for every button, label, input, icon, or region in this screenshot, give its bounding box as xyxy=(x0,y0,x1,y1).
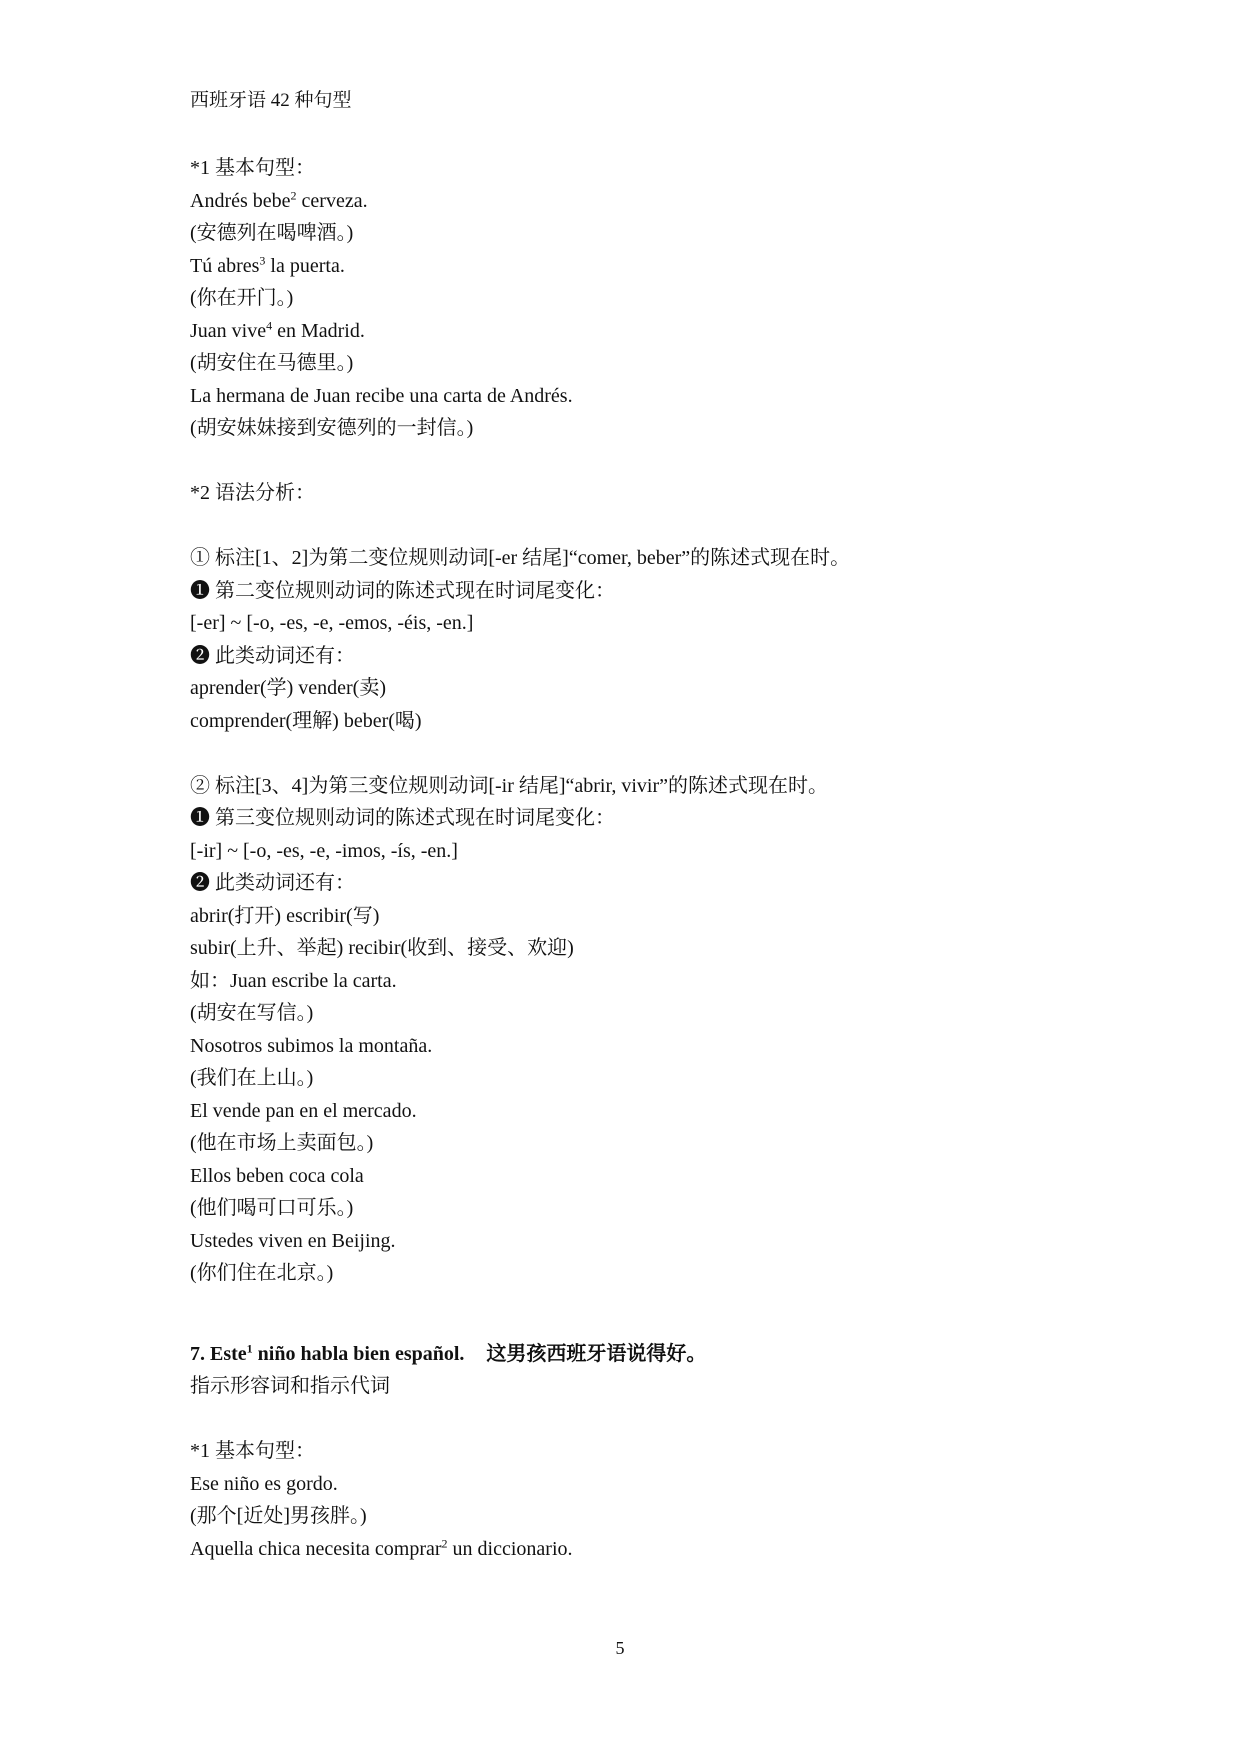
example-sentence: Aquella chica necesita comprar$^2$ un diccionario. xyxy=(190,1535,573,1560)
example-sentence: Juan vive$^4$ en Madrid. xyxy=(190,317,365,342)
blank-line xyxy=(190,1290,1090,1338)
example-sentence: Andrés bebe$^2$ cerveza. xyxy=(190,187,368,212)
translation: (你们住在北京。) xyxy=(190,1262,334,1284)
verb-list: aprender(学) vender(卖) xyxy=(190,677,387,699)
example-sentence: 如：Juan escribe la carta. xyxy=(190,969,397,992)
document-body xyxy=(190,152,1090,1565)
grammar-point: ❷ 此类动词还有： xyxy=(190,644,355,667)
translation: (胡安住在马德里。) xyxy=(190,352,354,374)
section-heading: *1 基本句型： xyxy=(190,1440,315,1462)
verb-list: comprender(理解) beber(喝) xyxy=(190,709,422,732)
verb-list: abrir(打开) escribir(写) xyxy=(190,904,380,927)
lesson-subtitle: 指示形容词和指示代词 xyxy=(190,1375,390,1397)
section-heading: *1 基本句型： xyxy=(190,157,315,179)
example-sentence: Ellos beben coca cola xyxy=(190,1164,364,1187)
translation: (你在开门。) xyxy=(190,287,294,309)
translation: (胡安在写信。) xyxy=(190,1002,314,1024)
example-sentence: El vende pan en el mercado. xyxy=(190,1099,417,1122)
blank-line xyxy=(190,737,1090,770)
example-sentence: Ese niño es gordo. xyxy=(190,1472,338,1495)
example-sentence: Tú abres$^3$ la puerta. xyxy=(190,252,345,277)
example-sentence: Nosotros subimos la montaña. xyxy=(190,1034,433,1057)
translation: (他们喝可口可乐。) xyxy=(190,1197,354,1219)
grammar-point: ❷ 此类动词还有： xyxy=(190,872,355,894)
translation: (那个[近处]男孩胖。) xyxy=(190,1505,367,1527)
blank-line xyxy=(190,445,1090,478)
conjugation-endings: [-ir] ~ [-o, -es, -e, -imos, -ís, -en.] xyxy=(190,839,458,862)
section-heading: *2 语法分析： xyxy=(190,482,315,504)
page-number: 5 xyxy=(615,1638,625,1658)
translation: (我们在上山。) xyxy=(190,1067,314,1089)
translation: (他在市场上卖面包。) xyxy=(190,1132,374,1154)
verb-list: subir(上升、举起) recibir(收到、接受、欢迎) xyxy=(190,937,574,959)
translation: (胡安妹妹接到安德列的一封信。) xyxy=(190,417,474,439)
blank-line xyxy=(190,510,1090,543)
grammar-note: ② 标注[3、4]为第三变位规则动词[-ir 结尾]“abrir, vivir”的陈述式现在时。 xyxy=(190,774,828,797)
translation: (安德列在喝啤酒。) xyxy=(190,222,354,244)
grammar-point: ❶ 第二变位规则动词的陈述式现在时词尾变化： xyxy=(190,579,615,602)
grammar-note: ① 标注[1、2]为第二变位规则动词[-er 结尾]“comer, beber”的陈述式现在时。 xyxy=(190,547,851,569)
example-sentence: La hermana de Juan recibe una carta de Andrés. xyxy=(190,384,573,407)
page-header: 西班牙语 42 种句型 xyxy=(190,90,352,111)
lesson-title: 7. Este$^1$ niño habla bien español. 这男孩西班牙语说得好。 xyxy=(190,1340,707,1365)
grammar-point: ❶ 第三变位规则动词的陈述式现在时词尾变化： xyxy=(190,807,615,829)
blank-line xyxy=(190,1403,1090,1436)
example-sentence: Ustedes viven en Beijing. xyxy=(190,1229,396,1252)
conjugation-endings: [-er] ~ [-o, -es, -e, -emos, -éis, -en.] xyxy=(190,612,474,634)
